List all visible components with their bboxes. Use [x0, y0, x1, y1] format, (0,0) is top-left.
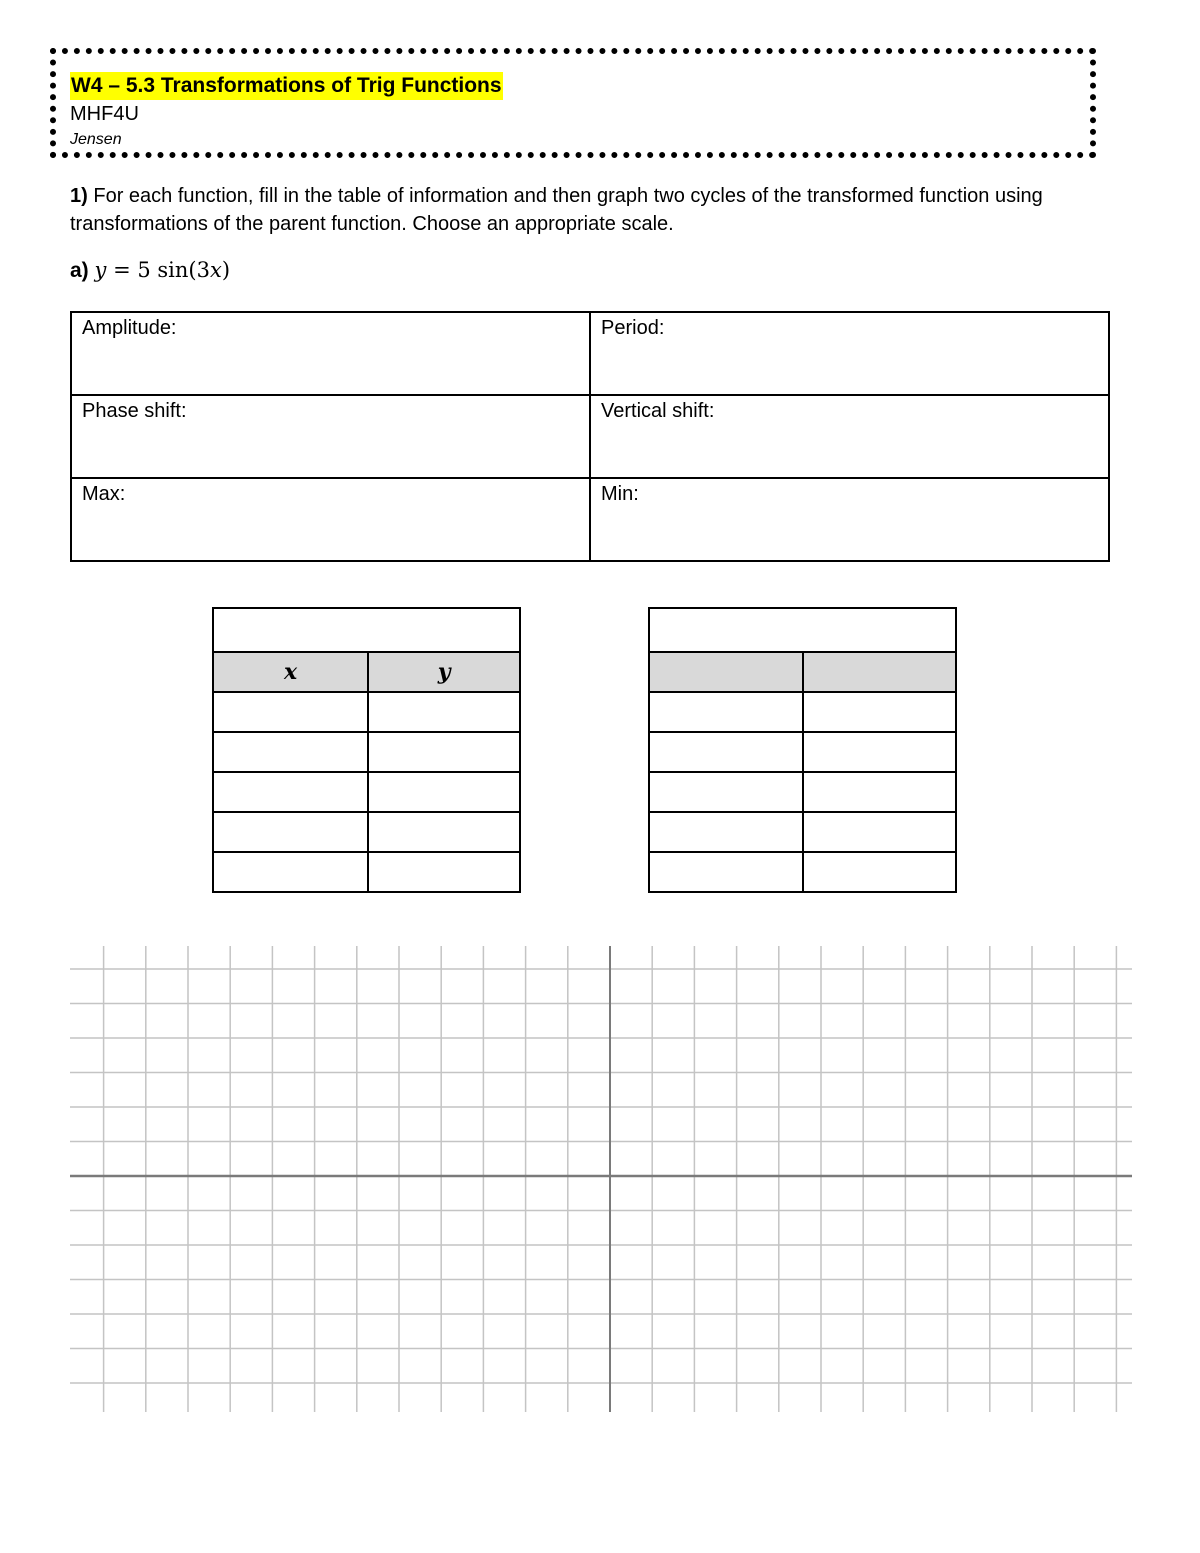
table-cell[interactable] [803, 812, 957, 852]
column-header-2 [803, 652, 957, 692]
table-cell[interactable] [213, 852, 368, 892]
header-box [50, 48, 1096, 158]
phase-shift-cell[interactable] [71, 395, 590, 478]
value-table-left [212, 607, 521, 893]
table-cell[interactable] [213, 772, 368, 812]
graph-grid[interactable] [70, 946, 1132, 1412]
column-header-y: y [368, 652, 520, 692]
column-header-1 [649, 652, 803, 692]
graph-grid-svg [70, 946, 1132, 1412]
table-caption-cell[interactable] [649, 608, 956, 652]
question-instructions [70, 182, 1110, 238]
table-cell[interactable] [368, 852, 520, 892]
table-cell[interactable] [213, 692, 368, 732]
period-cell[interactable] [590, 312, 1109, 395]
column-header-x: x [213, 652, 368, 692]
amplitude-label: Amplitude: [82, 317, 177, 339]
table-cell[interactable] [649, 852, 803, 892]
value-table-right [648, 607, 957, 893]
table-cell[interactable] [213, 812, 368, 852]
part-equation: y = 5 sin(3x) [94, 258, 231, 282]
worksheet-title: W4 – 5.3 Transformations of Trig Functions [70, 72, 503, 100]
author-name: Jensen [70, 131, 122, 148]
course-code: MHF4U [70, 103, 139, 125]
table-cell[interactable] [368, 812, 520, 852]
table-cell[interactable] [368, 772, 520, 812]
max-label: Max: [82, 483, 126, 505]
table-cell[interactable] [649, 692, 803, 732]
table-cell[interactable] [213, 732, 368, 772]
question-number: 1) [70, 185, 88, 207]
table-cell[interactable] [649, 732, 803, 772]
period-label: Period: [601, 317, 665, 339]
min-cell[interactable] [590, 478, 1109, 561]
table-cell[interactable] [803, 732, 957, 772]
part-label: a) [70, 259, 89, 282]
vertical-shift-label: Vertical shift: [601, 400, 715, 422]
table-caption-cell[interactable] [213, 608, 520, 652]
info-table [70, 311, 1110, 562]
table-cell[interactable] [649, 812, 803, 852]
table-cell[interactable] [649, 772, 803, 812]
table-cell[interactable] [803, 852, 957, 892]
phase-shift-label: Phase shift: [82, 400, 187, 422]
table-cell[interactable] [803, 692, 957, 732]
table-cell[interactable] [803, 772, 957, 812]
min-label: Min: [601, 483, 639, 505]
part-a [70, 255, 230, 286]
vertical-shift-cell[interactable] [590, 395, 1109, 478]
table-cell[interactable] [368, 692, 520, 732]
max-cell[interactable] [71, 478, 590, 561]
table-cell[interactable] [368, 732, 520, 772]
question-text: For each function, fill in the table of information and then graph two cycles of the transformed function using transformations of the parent function. Choose an appropriate scale. [70, 185, 1043, 235]
amplitude-cell[interactable] [71, 312, 590, 395]
